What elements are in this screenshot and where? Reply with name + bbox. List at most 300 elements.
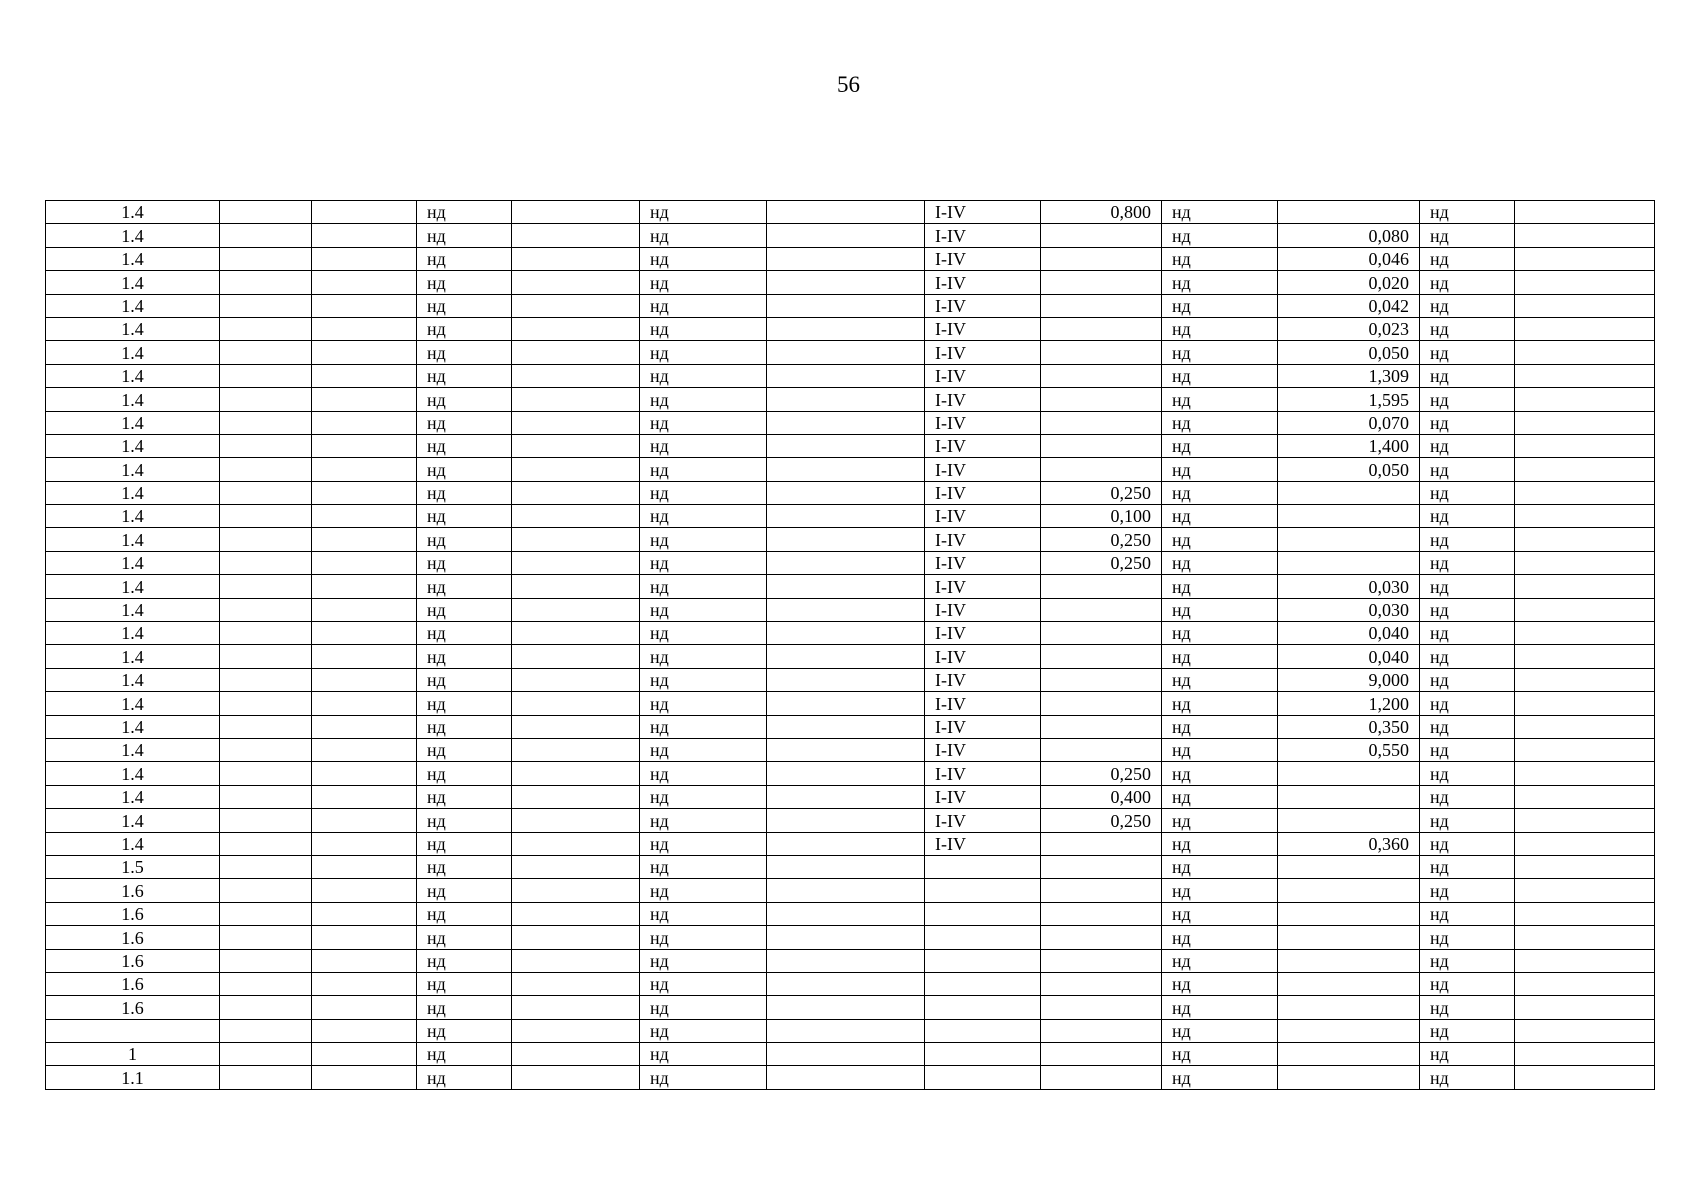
table-cell — [1278, 1019, 1420, 1042]
table-row — [46, 809, 1655, 832]
table-row — [46, 785, 1655, 808]
table-cell: 0,040 — [1278, 622, 1420, 645]
table-cell: нд — [1162, 434, 1278, 457]
table-cell — [1041, 1019, 1162, 1042]
table-cell — [220, 458, 312, 481]
table-cell: 1.4 — [46, 598, 220, 621]
table-body — [46, 201, 1655, 1090]
table-cell: 9,000 — [1278, 668, 1420, 691]
table-cell: 0,350 — [1278, 715, 1420, 738]
table-cell: нд — [1420, 668, 1515, 691]
table-cell — [767, 1019, 925, 1042]
table-cell — [767, 271, 925, 294]
table-cell — [220, 668, 312, 691]
table-cell: нд — [1162, 505, 1278, 528]
table-cell: нд — [640, 551, 767, 574]
table-cell — [1278, 855, 1420, 878]
table-cell — [767, 738, 925, 761]
table-cell — [1515, 224, 1655, 247]
table-cell — [1041, 902, 1162, 925]
table-cell: 0,042 — [1278, 294, 1420, 317]
table-cell — [767, 388, 925, 411]
table-cell — [512, 715, 640, 738]
table-cell: 0,080 — [1278, 224, 1420, 247]
table-row — [46, 411, 1655, 434]
table-cell — [925, 926, 1041, 949]
table-cell: 1,200 — [1278, 692, 1420, 715]
table-cell — [512, 458, 640, 481]
table-cell — [512, 926, 640, 949]
table-row — [46, 1043, 1655, 1066]
table-cell: нд — [417, 505, 512, 528]
table-cell: нд — [640, 364, 767, 387]
table-cell: 0,250 — [1041, 809, 1162, 832]
table-cell: нд — [1162, 575, 1278, 598]
table-cell — [312, 341, 417, 364]
table-cell — [1515, 458, 1655, 481]
table-cell — [1278, 528, 1420, 551]
table-row — [46, 762, 1655, 785]
table-cell: нд — [417, 434, 512, 457]
table-cell — [512, 1043, 640, 1066]
table-cell — [312, 247, 417, 270]
table-cell — [1041, 855, 1162, 878]
table-cell: нд — [1420, 738, 1515, 761]
table-cell: I-IV — [925, 832, 1041, 855]
table-cell — [767, 575, 925, 598]
table-cell — [512, 528, 640, 551]
table-cell — [1515, 551, 1655, 574]
table-cell: нд — [640, 809, 767, 832]
table-cell: нд — [640, 341, 767, 364]
table-cell: нд — [1162, 551, 1278, 574]
table-cell — [1515, 411, 1655, 434]
table-cell: I-IV — [925, 528, 1041, 551]
table-cell: нд — [1162, 645, 1278, 668]
table-cell — [767, 785, 925, 808]
table-cell — [1041, 411, 1162, 434]
table-cell — [220, 855, 312, 878]
table-cell — [512, 341, 640, 364]
table-cell — [512, 832, 640, 855]
table-cell — [925, 972, 1041, 995]
table-cell — [512, 762, 640, 785]
table-cell — [925, 1019, 1041, 1042]
table-cell: нд — [417, 622, 512, 645]
table-cell: нд — [417, 1019, 512, 1042]
table-cell: нд — [417, 715, 512, 738]
table-row — [46, 201, 1655, 224]
table-cell — [1041, 247, 1162, 270]
table-cell: нд — [417, 528, 512, 551]
table-cell: I-IV — [925, 411, 1041, 434]
table-cell: I-IV — [925, 481, 1041, 504]
table-cell: нд — [1162, 481, 1278, 504]
table-row — [46, 668, 1655, 691]
table-cell — [220, 505, 312, 528]
table-cell: 0,250 — [1041, 551, 1162, 574]
table-cell: 1,595 — [1278, 388, 1420, 411]
table-cell — [220, 341, 312, 364]
table-row — [46, 879, 1655, 902]
table-cell — [925, 949, 1041, 972]
table-cell: нд — [417, 317, 512, 340]
table-cell: нд — [1420, 692, 1515, 715]
table-cell: нд — [417, 926, 512, 949]
table-cell: нд — [417, 598, 512, 621]
table-cell: I-IV — [925, 247, 1041, 270]
table-row — [46, 388, 1655, 411]
table-cell — [220, 809, 312, 832]
table-cell: 1.4 — [46, 434, 220, 457]
table-cell — [767, 224, 925, 247]
table-cell: 1.6 — [46, 949, 220, 972]
table-cell — [1278, 201, 1420, 224]
table-cell — [1515, 1019, 1655, 1042]
table-cell — [1041, 879, 1162, 902]
table-cell — [220, 598, 312, 621]
table-cell — [1515, 902, 1655, 925]
table-cell — [512, 1066, 640, 1089]
table-cell — [1515, 738, 1655, 761]
table-cell — [312, 1043, 417, 1066]
table-cell — [220, 645, 312, 668]
table-cell — [512, 902, 640, 925]
table-cell: нд — [417, 271, 512, 294]
table-cell: нд — [1420, 434, 1515, 457]
table-cell — [1515, 1066, 1655, 1089]
table-cell: нд — [1420, 996, 1515, 1019]
table-cell — [220, 201, 312, 224]
table-cell — [1515, 949, 1655, 972]
table-row — [46, 364, 1655, 387]
table-cell — [1515, 598, 1655, 621]
table-cell — [312, 364, 417, 387]
table-cell — [312, 949, 417, 972]
table-cell: 0,050 — [1278, 341, 1420, 364]
table-cell — [312, 738, 417, 761]
table-cell: нд — [1420, 598, 1515, 621]
table-cell — [767, 551, 925, 574]
table-row — [46, 996, 1655, 1019]
table-cell: 1.4 — [46, 528, 220, 551]
table-cell — [312, 411, 417, 434]
table-cell: нд — [1420, 411, 1515, 434]
table-cell: нд — [1162, 879, 1278, 902]
table-cell — [512, 481, 640, 504]
table-cell: нд — [640, 528, 767, 551]
table-cell: I-IV — [925, 575, 1041, 598]
table-cell — [220, 247, 312, 270]
table-cell — [312, 201, 417, 224]
table-cell — [925, 1066, 1041, 1089]
page-number: 56 — [837, 72, 860, 97]
table-cell — [220, 551, 312, 574]
table-cell — [312, 996, 417, 1019]
table-cell — [767, 645, 925, 668]
table-cell — [1041, 341, 1162, 364]
table-cell — [220, 692, 312, 715]
table-cell — [767, 879, 925, 902]
table-cell: нд — [1162, 598, 1278, 621]
data-table — [45, 200, 1655, 1090]
table-cell — [767, 201, 925, 224]
table-cell: 1.4 — [46, 481, 220, 504]
table-row — [46, 294, 1655, 317]
table-cell — [1515, 785, 1655, 808]
table-cell — [767, 715, 925, 738]
table-cell — [1041, 972, 1162, 995]
table-cell: нд — [640, 411, 767, 434]
table-cell: 0,040 — [1278, 645, 1420, 668]
table-cell: нд — [1420, 481, 1515, 504]
table-cell: нд — [417, 668, 512, 691]
table-cell — [1041, 996, 1162, 1019]
table-cell: нд — [417, 224, 512, 247]
table-cell — [312, 528, 417, 551]
table-cell — [512, 575, 640, 598]
table-cell: I-IV — [925, 505, 1041, 528]
table-cell: 1.4 — [46, 247, 220, 270]
table-cell: 0,250 — [1041, 481, 1162, 504]
table-cell: 1.4 — [46, 738, 220, 761]
table-cell — [312, 1019, 417, 1042]
table-cell — [312, 271, 417, 294]
table-cell: нд — [640, 785, 767, 808]
table-cell — [46, 1019, 220, 1042]
table-cell: нд — [640, 855, 767, 878]
table-cell — [1041, 1043, 1162, 1066]
table-cell — [512, 668, 640, 691]
table-cell: нд — [640, 762, 767, 785]
table-cell — [220, 972, 312, 995]
table-cell: 1.4 — [46, 317, 220, 340]
table-cell — [220, 1043, 312, 1066]
table-cell: нд — [417, 364, 512, 387]
table-cell: нд — [640, 224, 767, 247]
table-cell — [512, 201, 640, 224]
table-cell: 0,070 — [1278, 411, 1420, 434]
table-cell — [1041, 832, 1162, 855]
table-cell — [220, 481, 312, 504]
table-cell — [767, 411, 925, 434]
table-cell: нд — [1162, 294, 1278, 317]
table-cell — [1515, 201, 1655, 224]
table-cell: нд — [1420, 388, 1515, 411]
table-cell — [220, 949, 312, 972]
table-cell — [767, 1066, 925, 1089]
table-cell — [767, 458, 925, 481]
table-cell — [312, 294, 417, 317]
table-cell: нд — [1420, 364, 1515, 387]
table-cell — [312, 692, 417, 715]
table-cell: 0,550 — [1278, 738, 1420, 761]
table-cell — [1515, 364, 1655, 387]
table-cell: нд — [1162, 1066, 1278, 1089]
table-cell: 1,400 — [1278, 434, 1420, 457]
table-cell: нд — [1162, 902, 1278, 925]
table-cell — [925, 879, 1041, 902]
table-cell: 1.4 — [46, 809, 220, 832]
table-cell: нд — [1162, 341, 1278, 364]
table-cell — [220, 294, 312, 317]
table-cell: нд — [1420, 879, 1515, 902]
table-row — [46, 317, 1655, 340]
table-cell — [925, 1043, 1041, 1066]
table-cell: 1.4 — [46, 341, 220, 364]
table-row — [46, 1019, 1655, 1042]
table-cell — [1515, 434, 1655, 457]
table-cell: нд — [417, 294, 512, 317]
table-cell: нд — [640, 1066, 767, 1089]
table-cell: нд — [640, 458, 767, 481]
table-cell: 1.4 — [46, 692, 220, 715]
table-cell: нд — [417, 247, 512, 270]
table-cell — [1041, 224, 1162, 247]
table-cell: нд — [640, 481, 767, 504]
table-cell — [512, 809, 640, 832]
table-cell — [512, 1019, 640, 1042]
table-cell: нд — [1420, 528, 1515, 551]
table-cell — [1041, 598, 1162, 621]
table-cell: нд — [417, 879, 512, 902]
table-row — [46, 645, 1655, 668]
table-cell: нд — [417, 1066, 512, 1089]
table-cell — [1515, 247, 1655, 270]
table-cell: нд — [640, 996, 767, 1019]
table-cell — [1515, 645, 1655, 668]
table-cell — [1515, 668, 1655, 691]
table-cell: нд — [417, 575, 512, 598]
table-cell: нд — [1420, 762, 1515, 785]
table-cell: 1,309 — [1278, 364, 1420, 387]
table-cell — [1041, 294, 1162, 317]
table-cell — [220, 388, 312, 411]
table-cell: 1 — [46, 1043, 220, 1066]
table-cell: 1.4 — [46, 622, 220, 645]
table-cell — [1041, 926, 1162, 949]
table-cell — [220, 528, 312, 551]
table-cell: I-IV — [925, 668, 1041, 691]
table-cell — [512, 622, 640, 645]
table-cell — [220, 996, 312, 1019]
table-cell — [220, 1019, 312, 1042]
table-row — [46, 738, 1655, 761]
table-cell: нд — [1420, 902, 1515, 925]
table-cell — [312, 809, 417, 832]
table-cell — [512, 317, 640, 340]
table-cell — [512, 949, 640, 972]
table-cell: нд — [417, 692, 512, 715]
table-cell: нд — [1420, 1043, 1515, 1066]
table-cell: нд — [1420, 645, 1515, 668]
table-cell: 1.4 — [46, 505, 220, 528]
table-cell: 0,030 — [1278, 598, 1420, 621]
table-row — [46, 972, 1655, 995]
table-cell — [512, 388, 640, 411]
table-cell — [767, 294, 925, 317]
table-cell — [312, 855, 417, 878]
table-cell: нд — [417, 411, 512, 434]
table-cell: I-IV — [925, 434, 1041, 457]
table-cell — [1515, 972, 1655, 995]
table-cell: нд — [1162, 201, 1278, 224]
table-row — [46, 692, 1655, 715]
table-cell — [312, 622, 417, 645]
table-cell: 1.4 — [46, 458, 220, 481]
table-row — [46, 224, 1655, 247]
table-cell: нд — [640, 738, 767, 761]
table-cell: нд — [640, 505, 767, 528]
table-row — [46, 247, 1655, 270]
table-cell — [312, 1066, 417, 1089]
table-cell — [1515, 294, 1655, 317]
table-cell — [1278, 972, 1420, 995]
table-cell — [312, 972, 417, 995]
table-cell: нд — [640, 388, 767, 411]
table-cell: нд — [417, 738, 512, 761]
table-cell — [312, 668, 417, 691]
table-cell: нд — [417, 481, 512, 504]
table-cell: 0,800 — [1041, 201, 1162, 224]
table-cell: нд — [1420, 247, 1515, 270]
table-cell — [312, 598, 417, 621]
table-cell: I-IV — [925, 809, 1041, 832]
table-cell: 1.5 — [46, 855, 220, 878]
table-cell: I-IV — [925, 785, 1041, 808]
table-cell: нд — [417, 458, 512, 481]
table-cell: нд — [640, 201, 767, 224]
table-cell: нд — [417, 785, 512, 808]
table-cell: нд — [640, 598, 767, 621]
table-cell — [512, 738, 640, 761]
table-cell — [1041, 575, 1162, 598]
table-cell: нд — [640, 668, 767, 691]
table-cell: нд — [640, 692, 767, 715]
table-cell — [312, 458, 417, 481]
table-cell — [1041, 715, 1162, 738]
table-row — [46, 458, 1655, 481]
table-cell: нд — [1162, 271, 1278, 294]
table-cell: нд — [640, 1043, 767, 1066]
table-cell: 1.4 — [46, 832, 220, 855]
table-cell — [1515, 622, 1655, 645]
table-cell — [767, 364, 925, 387]
table-cell — [312, 434, 417, 457]
table-cell — [220, 762, 312, 785]
table-cell — [1515, 528, 1655, 551]
table-cell — [767, 317, 925, 340]
table-cell — [767, 1043, 925, 1066]
table-cell: нд — [1420, 1019, 1515, 1042]
table-cell — [767, 809, 925, 832]
table-cell — [767, 855, 925, 878]
table-cell: 0,100 — [1041, 505, 1162, 528]
table-cell — [1041, 668, 1162, 691]
table-cell — [1278, 949, 1420, 972]
table-cell — [512, 855, 640, 878]
table-cell — [220, 926, 312, 949]
table-cell: нд — [1162, 1019, 1278, 1042]
table-cell: 1.4 — [46, 715, 220, 738]
table-cell — [220, 364, 312, 387]
table-cell: нд — [1162, 715, 1278, 738]
table-cell — [767, 505, 925, 528]
table-cell: нд — [1420, 855, 1515, 878]
table-cell — [512, 598, 640, 621]
table-cell: I-IV — [925, 388, 1041, 411]
table-cell: нд — [1420, 1066, 1515, 1089]
